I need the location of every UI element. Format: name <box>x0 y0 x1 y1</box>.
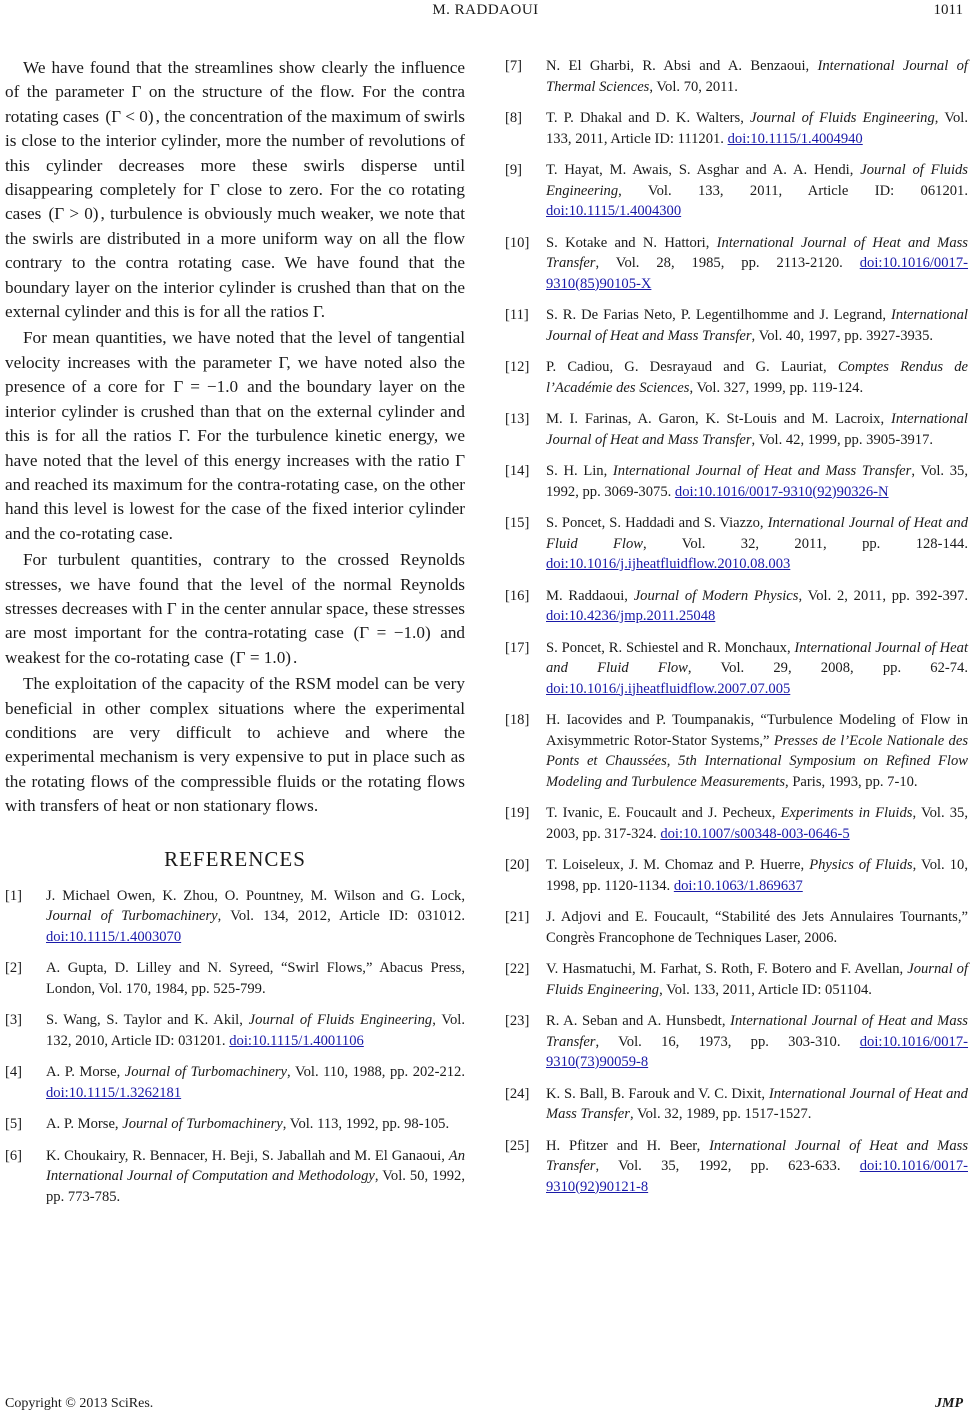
reference-authors: A. P. Morse, <box>46 1064 125 1081</box>
conclusion-paragraph-1 <box>5 56 465 324</box>
reference-text <box>546 357 968 398</box>
reference-number: [3] <box>5 1012 23 1029</box>
doi-link[interactable]: doi:10.1007/s00348-003-0646-5 <box>660 825 850 842</box>
reference-authors: H. Pfitzer and H. Beer, <box>546 1137 710 1154</box>
reference-item <box>505 56 968 97</box>
reference-source: International Journal of Heat and Mass Transfer <box>546 1013 968 1050</box>
reference-item <box>5 1010 465 1051</box>
reference-details: , Vol. 35, 2003, pp. 317-324. <box>546 805 968 842</box>
reference-text <box>46 1114 465 1135</box>
reference-item <box>505 1084 968 1125</box>
reference-item <box>505 233 968 295</box>
references-list-left <box>5 886 465 1208</box>
reference-item <box>5 886 465 948</box>
reference-authors: S. H. Lin, <box>546 463 613 479</box>
reference-number: [23] <box>505 1013 530 1029</box>
reference-number: [15] <box>505 515 530 531</box>
reference-item <box>5 958 465 999</box>
reference-details: , Vol. 29, 2008, pp. 62-74. <box>687 660 968 676</box>
reference-number: [4] <box>5 1064 23 1081</box>
reference-number: [5] <box>5 1116 23 1133</box>
reference-item <box>505 855 968 896</box>
reference-number: [13] <box>505 411 530 427</box>
reference-authors: S. Kotake and N. Hattori, <box>546 234 717 251</box>
reference-source: International Journal of Thermal Sciences <box>546 58 968 95</box>
reference-source: Journal of Modern Physics <box>633 587 799 604</box>
reference-authors: T. P. Dhakal and D. K. Walters, <box>546 110 751 126</box>
reference-authors: K. S. Ball, B. Farouk and V. C. Dixit, <box>546 1085 769 1102</box>
reference-item <box>505 907 968 948</box>
page-number: 1011 <box>933 2 963 18</box>
reference-details: , Paris, 1993, pp. 7-10. <box>785 773 918 790</box>
reference-source: International Journal of Heat and Mass Transfer <box>612 463 912 479</box>
reference-text <box>546 513 968 575</box>
reference-details: , Vol. 2, 2011, pp. 392-397. <box>798 587 968 604</box>
reference-source: Journal of Fluids Engineering <box>546 961 968 998</box>
reference-text <box>546 1084 968 1125</box>
doi-link[interactable]: doi:10.1063/1.869637 <box>673 877 803 894</box>
doi-link[interactable]: doi:10.1016/0017-9310(92)90121-8 <box>546 1158 968 1195</box>
inline-math: (Γ > 0) <box>48 204 99 224</box>
reference-item <box>505 160 968 222</box>
reference-item <box>505 108 968 149</box>
reference-text <box>546 409 968 450</box>
reference-text <box>546 305 968 346</box>
paragraph-text: For mean quantities, we have noted that the level of tangential velocity increases with the parameter Γ, we have noted also the presence of a core for <box>5 328 465 397</box>
reference-text <box>46 958 465 999</box>
reference-source: Physics of Fluids <box>809 857 913 873</box>
reference-authors: K. Choukairy, R. Bennacer, H. Beji, S. Jaballah and M. El Ganaoui, <box>46 1147 449 1164</box>
reference-item <box>505 513 968 575</box>
reference-details: , Vol. 35, 1992, pp. 623-633. <box>595 1158 860 1174</box>
paragraph-text: and weakest for the co-rotating case <box>5 623 466 667</box>
reference-details: , Vol. 70, 2011. <box>649 78 738 95</box>
reference-item <box>505 409 968 450</box>
reference-authors: P. Cadiou, G. Desrayaud and G. Lauriat, <box>546 359 838 375</box>
reference-number: [11] <box>505 307 529 323</box>
reference-source: Comptes Rendus de l’Académie des Sciences <box>546 359 968 396</box>
footer-journal: JMP <box>935 1396 963 1411</box>
footer-copyright: Copyright © 2013 SciRes. <box>5 1396 154 1411</box>
paragraph-text: We have found that the streamlines show clearly the influence of the parameter Γ on the structure of the flow. For the contra rotating cases <box>5 58 465 126</box>
reference-source: An International Journal of Computation and Methodology <box>46 1147 465 1185</box>
reference-authors: J. Adjovi and E. Foucault, “Stabilité des Jets Annulaires Tournants,” Congrès Francophone de Techniques Laser, 2006. <box>546 909 968 946</box>
inline-math: (Γ < 0) <box>105 106 154 126</box>
reference-number: [21] <box>505 909 530 925</box>
inline-math: (Γ = 1.0) <box>229 647 292 667</box>
reference-item <box>505 461 968 502</box>
reference-text <box>546 1011 968 1073</box>
reference-text <box>546 710 968 792</box>
reference-details: , Vol. 133, 2011, Article ID: 051104. <box>659 981 872 998</box>
reference-item <box>5 1062 465 1103</box>
references-list-right <box>505 56 968 1197</box>
reference-text <box>546 586 968 627</box>
reference-authors: A. Gupta, D. Lilley and N. Syreed, “Swirl Flows,” Abacus Press, London, Vol. 170, 1984, pp. 525-799. <box>46 960 465 997</box>
reference-details: , Vol. 133, 2011, Article ID: 061201. <box>618 182 968 199</box>
doi-link[interactable]: doi:10.1016/0017-9310(85)90105-X <box>546 255 968 292</box>
paragraph-text: , the concentration of the maximum of swirls is close to the interior cylinder, more the number of revolutions of this cylinder decreases more these swirls disperse until disappearing completely for Γ close to zero. For the co rotating cases <box>5 106 465 224</box>
reference-source: International Journal of Heat and Mass Transfer <box>546 1137 968 1174</box>
reference-text <box>546 1136 968 1198</box>
reference-source: Journal of Turbomachinery <box>122 1116 283 1133</box>
reference-number: [22] <box>505 961 530 977</box>
reference-number: [10] <box>505 234 530 251</box>
paragraph-text: , turbulence is obviously much weaker, we note that the swirls are distributed in a more uniform way on all the flow contrary to the contra rotating case. We have found that the boundary layer on the interior cylinder is crushed than that on the external cylinder and this is for all the ratios Γ. <box>5 204 465 322</box>
doi-link[interactable]: doi:10.1115/1.4003070 <box>46 928 182 945</box>
reference-text <box>546 803 968 844</box>
reference-text <box>546 461 968 502</box>
reference-authors: T. Ivanic, E. Foucault and J. Pecheux, <box>546 805 781 821</box>
reference-authors: N. El Gharbi, R. Absi and A. Benzaoui, <box>546 58 818 74</box>
reference-text <box>546 160 968 222</box>
reference-details: , Vol. 28, 1985, pp. 2113-2120. <box>595 255 860 271</box>
inline-math: Γ = −1.0 <box>173 377 239 397</box>
reference-authors: V. Hasmatuchi, M. Farhat, S. Roth, F. Botero and F. Avellan, <box>546 961 908 977</box>
reference-item <box>505 305 968 346</box>
reference-details: , Vol. 10, 1998, pp. 1120-1134. <box>546 857 969 894</box>
reference-number: [12] <box>505 359 530 375</box>
reference-source: Experiments in Fluids <box>780 805 913 821</box>
reference-authors: T. Hayat, M. Awais, S. Asghar and A. A. Hendi, <box>546 162 861 178</box>
reference-number: [14] <box>505 463 530 479</box>
reference-text <box>46 1010 465 1051</box>
reference-source: International Journal of Heat and Mass Transfer <box>546 411 968 448</box>
reference-details: , Vol. 327, 1999, pp. 119-124. <box>689 379 864 396</box>
reference-authors: S. Poncet, R. Schiestel and R. Monchaux, <box>546 639 795 656</box>
conclusion-paragraph-4: The exploitation of the capacity of the RSM model can be very beneficial in other complex situations where the experimental conditions are very difficult to achieve and where the experimental mechanism is very expensive to put in place such as the rotating flows of the compressible fluids or the rotating flows with transfers of heat or non stationary flows. <box>5 674 465 816</box>
reference-item <box>5 1146 465 1208</box>
reference-number: [24] <box>505 1085 530 1102</box>
left-column <box>5 56 465 1218</box>
reference-item <box>505 638 968 700</box>
reference-text <box>46 1062 465 1103</box>
reference-item <box>505 803 968 844</box>
reference-source: Journal of Turbomachinery <box>124 1064 288 1081</box>
reference-authors: S. Poncet, S. Haddadi and S. Viazzo, <box>546 515 768 531</box>
reference-source: International Journal of Heat and Mass Transfer <box>546 307 968 344</box>
reference-authors: A. P. Morse, <box>46 1116 123 1133</box>
running-header-author: M. RADDAOUI <box>432 2 539 18</box>
doi-link[interactable]: doi:10.1016/0017-9310(73)90059-8 <box>546 1033 968 1070</box>
conclusion-paragraph-3 <box>5 548 465 670</box>
reference-authors: T. Loiseleux, J. M. Chomaz and P. Huerre, <box>546 857 810 873</box>
reference-number: [1] <box>5 887 23 904</box>
reference-number: [7] <box>505 58 523 74</box>
reference-number: [25] <box>505 1137 530 1154</box>
reference-details: , Vol. 32, 1989, pp. 1517-1527. <box>629 1106 812 1122</box>
reference-text <box>546 56 968 97</box>
doi-link[interactable]: doi:10.1115/1.3262181 <box>46 1084 182 1101</box>
reference-details: , Vol. 32, 2011, pp. 128-144. <box>643 535 968 552</box>
reference-details: , Vol. 40, 1997, pp. 3927-3935. <box>751 327 934 344</box>
reference-source: International Journal of Heat and Mass Transfer <box>546 1085 968 1122</box>
paragraph-text: . <box>293 647 298 667</box>
reference-source: Presses de l’Ecole Nationale des Ponts et Chaussées, 5th International Symposium on Refined Flow Modeling and Turbulence Measurements <box>546 732 968 790</box>
reference-source: Journal of Fluids Engineering <box>546 162 968 199</box>
reference-details: , Vol. 110, 1988, pp. 202-212. <box>287 1064 465 1081</box>
reference-text <box>46 1146 465 1208</box>
paragraph-text: and the boundary layer on the interior cylinder is crushed than that on the external cylinder and this is for all the ratios Γ. For the turbulence kinetic energy, we have noted that the level of this energy increases with the ratio Γ and reached its maximum for the contra-rotating case, on the other hand this level is lowest for the case of the fixed interior cylinder and the co-rotating case. <box>5 377 466 543</box>
reference-number: [6] <box>5 1147 23 1164</box>
doi-link[interactable]: doi:10.1016/j.ijheatfluidflow.2007.07.005 <box>546 680 791 697</box>
reference-text <box>46 886 465 948</box>
reference-text <box>546 855 968 896</box>
reference-source: Journal of Turbomachinery <box>46 908 218 925</box>
reference-authors: S. Wang, S. Taylor and K. Akil, <box>46 1012 249 1029</box>
reference-details: , Vol. 134, 2012, Article ID: 031012. <box>217 908 465 925</box>
reference-item <box>505 959 968 1000</box>
reference-text <box>546 959 968 1000</box>
reference-item <box>505 586 968 627</box>
inline-math: (Γ = −1.0) <box>353 623 431 643</box>
reference-text <box>546 907 968 948</box>
reference-details: , Vol. 35, 1992, pp. 3069-3075. <box>546 463 968 500</box>
reference-details: , Vol. 133, 2011, Article ID: 111201. <box>546 110 968 147</box>
reference-authors: J. Michael Owen, K. Zhou, O. Pountney, M. Wilson and G. Lock, <box>46 887 465 904</box>
conclusion-paragraph-2 <box>5 326 465 546</box>
reference-authors: H. Iacovides and P. Toumpanakis, “Turbulence Modeling of Flow in Axisymmetric Rotor-Stator Systems,” <box>546 712 968 749</box>
reference-number: [8] <box>505 110 523 126</box>
reference-details: , Vol. 113, 1992, pp. 98-105. <box>282 1116 450 1133</box>
references-heading: REFERENCES <box>164 846 306 871</box>
right-column <box>505 56 968 1208</box>
reference-authors: S. R. De Farias Neto, P. Legentilhomme and J. Legrand, <box>546 307 891 323</box>
reference-text <box>546 108 968 149</box>
reference-item <box>5 1114 465 1135</box>
reference-number: [17] <box>505 639 530 656</box>
reference-details: , Vol. 42, 1999, pp. 3905-3917. <box>751 431 934 448</box>
reference-authors: R. A. Seban and A. Hunsbedt, <box>546 1013 731 1029</box>
doi-link[interactable]: doi:10.1115/1.4001106 <box>229 1032 364 1049</box>
reference-number: [9] <box>505 162 523 178</box>
reference-source: Journal of Fluids Engineering <box>248 1012 433 1029</box>
reference-text <box>546 638 968 700</box>
reference-source: International Journal of Heat and Fluid Flow <box>546 639 968 676</box>
reference-source: Journal of Fluids Engineering <box>750 110 935 126</box>
reference-item <box>505 1136 968 1198</box>
doi-link[interactable]: doi:10.1016/0017-9310(92)90326-N <box>674 483 889 500</box>
doi-link[interactable]: doi:10.1016/j.ijheatfluidflow.2010.08.003 <box>546 556 791 572</box>
reference-number: [20] <box>505 857 530 873</box>
reference-number: [19] <box>505 805 530 821</box>
reference-item <box>505 1011 968 1073</box>
reference-details: , Vol. 132, 2010, Article ID: 031201. <box>46 1012 466 1049</box>
doi-link[interactable]: doi:10.1115/1.4004940 <box>727 130 863 147</box>
reference-text <box>546 233 968 295</box>
doi-link[interactable]: doi:10.1115/1.4004300 <box>546 203 682 219</box>
reference-number: [2] <box>5 960 23 977</box>
reference-item <box>505 357 968 398</box>
reference-details: , Vol. 50, 1992, pp. 773-785. <box>46 1168 465 1205</box>
reference-details: , Vol. 16, 1973, pp. 303-310. <box>595 1033 860 1050</box>
reference-source: International Journal of Heat and Fluid Flow <box>546 515 968 552</box>
reference-source: International Journal of Heat and Mass Transfer <box>546 234 968 271</box>
reference-authors: M. I. Farinas, A. Garon, K. St-Louis and M. Lacroix, <box>546 411 891 427</box>
paragraph-text: For turbulent quantities, contrary to the crossed Reynolds stresses, we have found that the level of the normal Reynolds stresses decreases with Γ in the center annular space, these stresses are most important for the contra-rotating case <box>5 550 465 643</box>
doi-link[interactable]: doi:10.4236/jmp.2011.25048 <box>546 608 716 624</box>
reference-authors: M. Raddaoui, <box>546 587 634 604</box>
reference-item <box>505 710 968 792</box>
reference-number: [16] <box>505 587 530 604</box>
reference-number: [18] <box>505 712 530 728</box>
